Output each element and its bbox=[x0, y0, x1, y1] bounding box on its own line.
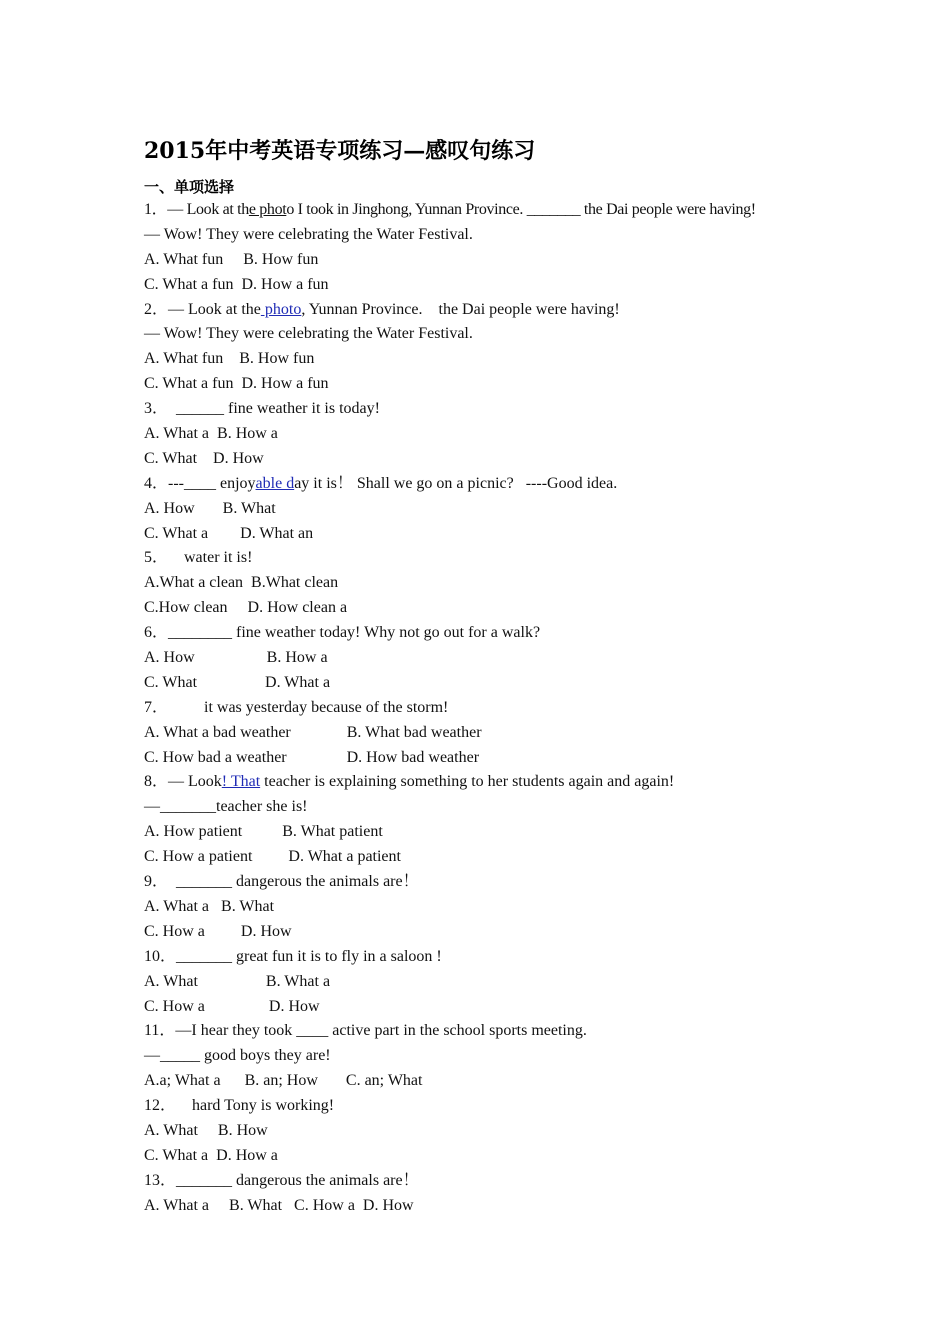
line-text: 7． it was yesterday because of the storm! bbox=[144, 698, 449, 716]
line-text: 12． hard Tony is working! bbox=[144, 1097, 335, 1115]
line-text: 13．_______ dangerous the animals are！ bbox=[144, 1171, 419, 1189]
text-line bbox=[144, 970, 824, 995]
text-line bbox=[144, 347, 824, 372]
text-line bbox=[144, 1144, 824, 1169]
line-text: 3． ______ fine weather it is today! bbox=[144, 400, 380, 418]
line-text: C. What a fun D. How a fun bbox=[144, 375, 329, 393]
line-text: A. How B. How a bbox=[144, 649, 328, 667]
hyperlink[interactable]: photo bbox=[260, 300, 302, 318]
text-line bbox=[144, 1044, 824, 1069]
line-text: C. How a D. How bbox=[144, 922, 292, 940]
text-line bbox=[144, 995, 824, 1020]
text-line bbox=[144, 372, 824, 397]
line-text: C. How bad a weather D. How bad weather bbox=[144, 748, 480, 766]
line-text: A.What a clean B.What clean bbox=[144, 574, 339, 592]
text-line bbox=[144, 273, 824, 298]
text-line bbox=[144, 1119, 824, 1144]
hyperlink[interactable]: ! That bbox=[221, 773, 261, 791]
line-text: —_____ good boys they are! bbox=[144, 1047, 331, 1065]
text-line bbox=[144, 870, 824, 895]
line-text: 11．—I hear they took ____ active part in the school sports meeting. bbox=[144, 1022, 587, 1040]
line-text: o I took in Jinghong, Yunnan Province. _______ the Dai people were having! bbox=[286, 201, 756, 218]
text-line bbox=[144, 546, 824, 571]
line-text: C. How a patient D. What a patient bbox=[144, 848, 401, 866]
text-line bbox=[144, 198, 824, 223]
text-line bbox=[144, 845, 824, 870]
text-line bbox=[144, 820, 824, 845]
text-line bbox=[144, 1194, 824, 1219]
text-line bbox=[144, 1069, 824, 1094]
line-text: A. How B. What bbox=[144, 499, 276, 517]
line-text: , Yunnan Province. the Dai people were having! bbox=[301, 300, 620, 318]
text-line bbox=[144, 422, 824, 447]
text-line bbox=[144, 671, 824, 696]
text-line bbox=[144, 298, 824, 323]
text-line bbox=[144, 522, 824, 547]
line-text: —_______teacher she is! bbox=[144, 798, 308, 816]
line-text: A. What B. What a bbox=[144, 972, 331, 990]
page-title: 2015年中考英语专项练习—感叹句练习 bbox=[144, 138, 536, 164]
line-text: A. What a bad weather B. What bad weather bbox=[144, 723, 482, 741]
text-line bbox=[144, 920, 824, 945]
line-text: — Wow! They were celebrating the Water Festival. bbox=[144, 225, 473, 243]
line-text: ay it is！ Shall we go on a picnic? ----Good idea. bbox=[294, 474, 618, 492]
line-text: 6．________ fine weather today! Why not go out for a walk? bbox=[144, 624, 541, 642]
text-line bbox=[144, 795, 824, 820]
text-line bbox=[144, 571, 824, 596]
line-text: — Wow! They were celebrating the Water Festival. bbox=[144, 325, 473, 343]
line-text: 9． _______ dangerous the animals are！ bbox=[144, 873, 419, 891]
line-text: A.a; What a B. an; How C. an; What bbox=[144, 1072, 423, 1090]
line-text: C. What a D. What an bbox=[144, 524, 314, 542]
hyperlink[interactable]: able d bbox=[255, 474, 295, 492]
line-text: A. What a B. How a bbox=[144, 425, 278, 443]
line-text: A. What a B. What C. How a D. How bbox=[144, 1196, 414, 1214]
text-line bbox=[144, 397, 824, 422]
line-text: A. How patient B. What patient bbox=[144, 823, 383, 841]
line-text: 2．— Look at the bbox=[144, 300, 261, 318]
text-line bbox=[144, 447, 824, 472]
underlined-text: e phot bbox=[248, 201, 287, 218]
line-text: A. What fun B. How fun bbox=[144, 250, 319, 268]
line-text: C. What a D. How a bbox=[144, 1146, 278, 1164]
text-line bbox=[144, 248, 824, 273]
section-heading: 一、单项选择 bbox=[144, 178, 235, 196]
text-line bbox=[144, 1169, 824, 1194]
text-line bbox=[144, 696, 824, 721]
text-line bbox=[144, 721, 824, 746]
line-text: 1．— Look at th bbox=[144, 201, 249, 218]
line-text: C.How clean D. How clean a bbox=[144, 599, 348, 617]
line-text: 5． water it is! bbox=[144, 549, 253, 567]
text-line bbox=[144, 1019, 824, 1044]
line-text: A. What a B. What bbox=[144, 897, 275, 915]
line-text: C. How a D. How bbox=[144, 997, 320, 1015]
line-text: C. What D. How bbox=[144, 449, 264, 467]
line-text: teacher is explaining something to her students again and again! bbox=[260, 773, 675, 791]
line-text: A. What B. How bbox=[144, 1121, 268, 1139]
text-line bbox=[144, 895, 824, 920]
line-text: C. What a fun D. How a fun bbox=[144, 275, 329, 293]
text-line bbox=[144, 596, 824, 621]
line-text: 4．---____ enjoy bbox=[144, 474, 256, 492]
text-line bbox=[144, 223, 824, 248]
text-line bbox=[144, 621, 824, 646]
line-text: C. What D. What a bbox=[144, 673, 331, 691]
text-line bbox=[144, 1094, 824, 1119]
text-line bbox=[144, 322, 824, 347]
text-line bbox=[144, 472, 824, 497]
line-text: 8．— Look bbox=[144, 773, 222, 791]
text-line bbox=[144, 497, 824, 522]
text-line bbox=[144, 770, 824, 795]
question-list bbox=[144, 198, 824, 1219]
line-text: 10．_______ great fun it is to fly in a saloon ! bbox=[144, 947, 442, 965]
text-line bbox=[144, 746, 824, 771]
text-line bbox=[144, 646, 824, 671]
line-text: A. What fun B. How fun bbox=[144, 350, 315, 368]
text-line bbox=[144, 945, 824, 970]
